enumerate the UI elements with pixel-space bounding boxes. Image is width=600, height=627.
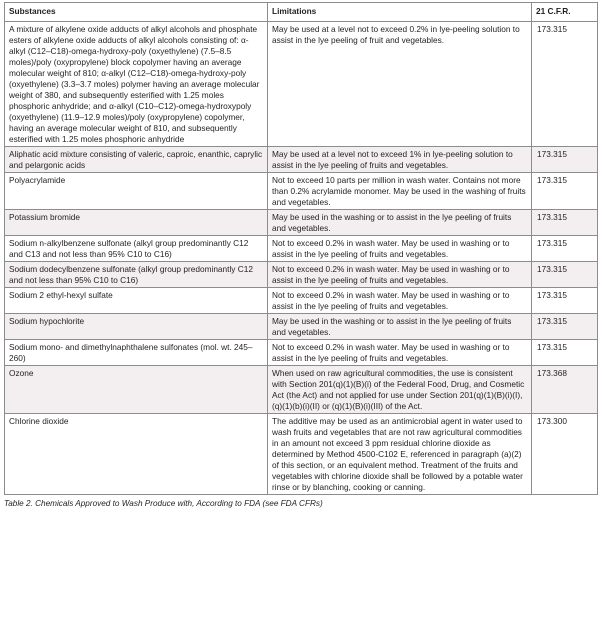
table-row xyxy=(5,173,598,210)
substance-cell: Sodium n-alkylbenzene sulfonate (alkyl group predominantly C12 and C13 and not less than 95% C10 to C16) xyxy=(5,236,268,262)
header-limitations: Limitations xyxy=(268,3,532,22)
substance-cell: A mixture of alkylene oxide adducts of alkyl alcohols and phosphate esters of alkylene oxide adducts of alkyl alcohols consisting of: α-alkyl (C12–C18)-omega-hydroxy-poly (oxyethylene) (7.5–8.5 moles)/poly (oxypropylene) block copolymer having an average molecular weight of 810; α-alkyl (C12–C18)-omega-hydroxy-poly (oxyethylene) (3.3–3.7 moles) polymer having an average molecular weight of 380, and subsequently esterified with 1.25 moles phosphoric anhydride; and α-alkyl (C10–C12)-omega-hydroxypoly (oxyethylene) (11.9–12.9 moles)/poly (oxypropylene) copolymer, having an average molecular weight of 810, and subsequently esterified with 1.25 moles phosphoric anhydride xyxy=(5,22,268,147)
table-row xyxy=(5,236,598,262)
table-row xyxy=(5,314,598,340)
table-row xyxy=(5,262,598,288)
table-body xyxy=(5,22,598,495)
table-row xyxy=(5,366,598,414)
header-substances: Substances xyxy=(5,3,268,22)
table-caption: Table 2. Chemicals Approved to Wash Produce with, According to FDA (see FDA CFRs) xyxy=(4,499,323,508)
substance-cell: Chlorine dioxide xyxy=(5,414,268,495)
cfr-cell: 173.368 xyxy=(532,366,598,414)
cfr-cell: 173.315 xyxy=(532,22,598,147)
substance-cell: Sodium 2 ethyl-hexyl sulfate xyxy=(5,288,268,314)
cfr-cell: 173.315 xyxy=(532,210,598,236)
limitation-cell: May be used at a level not to exceed 1% in lye-peeling solution to assist in the lye peeling of fruits and vegetables. xyxy=(268,147,532,173)
limitation-cell: May be used in the washing or to assist in the lye peeling of fruits and vegetables. xyxy=(268,314,532,340)
limitation-cell: Not to exceed 0.2% in wash water. May be used in washing or to assist in the lye peeling of fruits and vegetables. xyxy=(268,236,532,262)
cfr-cell: 173.315 xyxy=(532,314,598,340)
limitation-cell: Not to exceed 0.2% in wash water. May be used in washing or to assist in the lye peeling of fruits and vegetables. xyxy=(268,262,532,288)
cfr-cell: 173.315 xyxy=(532,173,598,210)
header-cfr: 21 C.F.R. xyxy=(532,3,598,22)
cfr-cell: 173.315 xyxy=(532,147,598,173)
table-row xyxy=(5,210,598,236)
limitation-cell: The additive may be used as an antimicrobial agent in water used to wash fruits and vegetables that are not raw agricultural commodities in an amount not exceed 3 ppm residual chlorine dioxide as determined by Method 4500-C102 E, referenced in paragraph (a)(2) of this section, or an equivalent method. Treatment of the fruits and vegetables with chlorine dioxide shall be followed by a potable water rinse or by blanching, cooking or canning. xyxy=(268,414,532,495)
table-row xyxy=(5,288,598,314)
substance-cell: Sodium mono- and dimethylnaphthalene sulfonates (mol. wt. 245–260) xyxy=(5,340,268,366)
substance-cell: Sodium hypochlorite xyxy=(5,314,268,340)
limitation-cell: Not to exceed 10 parts per million in wash water. Contains not more than 0.2% acrylamide monomer. May be used in the washing of fruits and vegetables. xyxy=(268,173,532,210)
cfr-cell: 173.315 xyxy=(532,340,598,366)
cfr-cell: 173.315 xyxy=(532,236,598,262)
substance-cell: Aliphatic acid mixture consisting of valeric, caproic, enanthic, caprylic and pelargonic acids xyxy=(5,147,268,173)
table-row xyxy=(5,340,598,366)
limitation-cell: May be used at a level not to exceed 0.2% in lye-peeling solution to assist in the lye peeling of fruit and vegetables. xyxy=(268,22,532,147)
cfr-cell: 173.300 xyxy=(532,414,598,495)
limitation-cell: When used on raw agricultural commodities, the use is consistent with Section 201(q)(1)(B)(i) of the Federal Food, Drug, and Cosmetic Act (the Act) and not applied for use under Section 201(q)(1)(B)(i)(I), (q)(1)(b)(i)(II) or (q)(1)(B)(i)(III) of the Act. xyxy=(268,366,532,414)
cfr-cell: 173.315 xyxy=(532,262,598,288)
table-header-row xyxy=(5,3,598,22)
limitation-cell: May be used in the washing or to assist in the lye peeling of fruits and vegetables. xyxy=(268,210,532,236)
table-row xyxy=(5,414,598,495)
substance-cell: Sodium dodecylbenzene sulfonate (alkyl group predominantly C12 and not less than 95% C10 to C16) xyxy=(5,262,268,288)
limitation-cell: Not to exceed 0.2% in wash water. May be used in washing or to assist in the lye peeling of fruits and vegetables. xyxy=(268,340,532,366)
document-page xyxy=(4,2,597,509)
table-row xyxy=(5,22,598,147)
substance-cell: Polyacrylamide xyxy=(5,173,268,210)
limitation-cell: Not to exceed 0.2% in wash water. May be used in washing or to assist in the lye peeling of fruits and vegetables. xyxy=(268,288,532,314)
substance-cell: Ozone xyxy=(5,366,268,414)
table-row xyxy=(5,147,598,173)
chemicals-table xyxy=(4,2,598,495)
cfr-cell: 173.315 xyxy=(532,288,598,314)
substance-cell: Potassium bromide xyxy=(5,210,268,236)
